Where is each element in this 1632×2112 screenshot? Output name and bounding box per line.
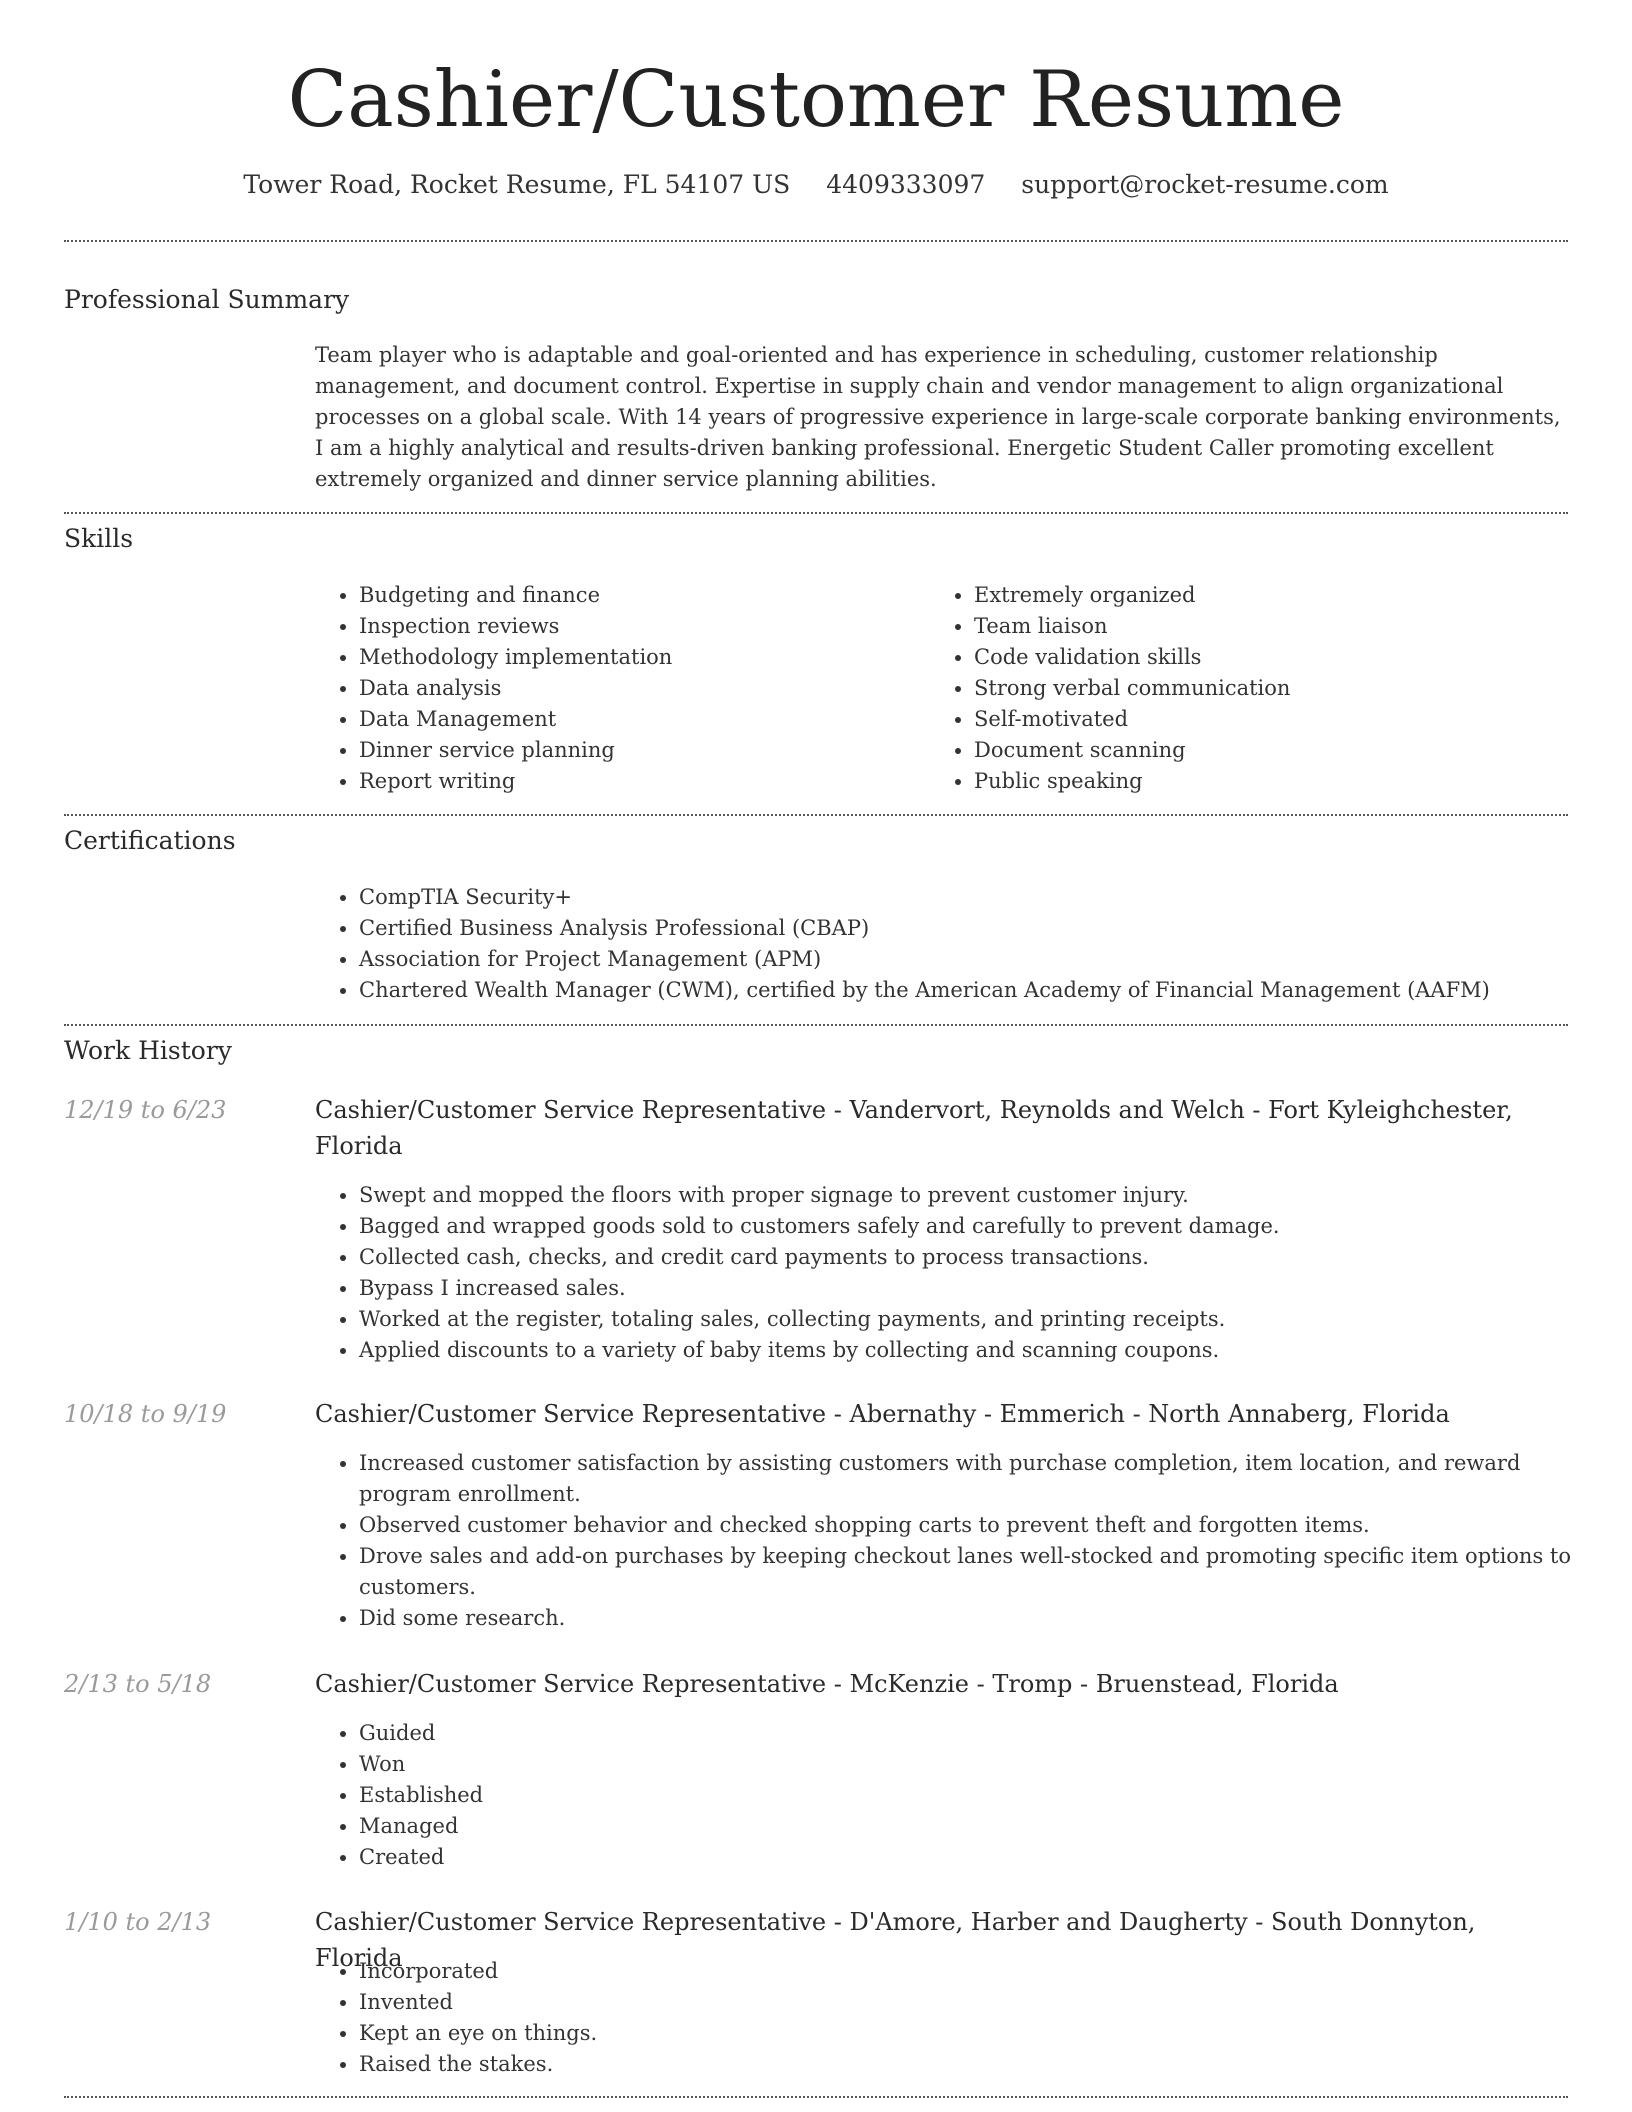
list-item: • Managed [359,1811,1609,1842]
list-item: • Won [359,1749,1609,1780]
section-title-skills: Skills [64,524,134,553]
list-item: • Swept and mopped the floors with proper signage to prevent customer injury. [359,1180,1609,1211]
divider [64,512,1568,514]
skills-list-right [930,580,1574,797]
certifications-list [315,882,1609,1006]
list-item: • Kept an eye on things. [359,2018,1609,2049]
contact-line [0,168,1632,202]
divider [64,240,1568,242]
job-dates: 10/18 to 9/19 [64,1400,227,1428]
list-item: • Drove sales and add-on purchases by keeping checkout lanes well-stocked and promoting specific item options to customers. [359,1541,1609,1603]
list-item: • Association for Project Management (APM) [359,944,1609,975]
contact-phone: 4409333097 [826,170,986,199]
list-item: • Observed customer behavior and checked shopping carts to prevent theft and forgotten items. [359,1510,1609,1541]
job-bullets [315,1180,1609,1366]
list-item: • Did some research. [359,1603,1609,1634]
list-item: • Data Management [359,704,919,735]
list-item: • Inspection reviews [359,611,919,642]
job-title: Cashier/Customer Service Representative - Abernathy - Emmerich - North Annaberg, Florida [315,1400,1450,1428]
section-title-summary: Professional Summary [64,285,350,314]
divider [64,2096,1568,2098]
list-item: • Self-motivated [974,704,1574,735]
list-item: • Increased customer satisfaction by assisting customers with purchase completion, item location, and reward program enrollment. [359,1448,1609,1510]
list-item: • Team liaison [974,611,1574,642]
job-bullets [315,1956,1609,2080]
list-item: • Report writing [359,766,919,797]
list-item: • Document scanning [974,735,1574,766]
list-item: • Raised the stakes. [359,2049,1609,2080]
job-title: Cashier/Customer Service Representative - D'Amore, Harber and Daugherty - South Donnyton, Florida [315,1908,1476,1972]
list-item: • Incorporated [359,1956,1609,1987]
divider [64,814,1568,816]
contact-address: Tower Road, Rocket Resume, FL 54107 US [243,170,791,199]
summary-text: Team player who is adaptable and goal-oriented and has experience in scheduling, customer relationship management, and document control. Expertise in supply chain and vendor management to align organizational processes on a global scale. With 14 years of progressive experience in large-scale corporate banking environments, I am a highly analytical and results-driven banking professional. Energetic Student Caller promoting excellent extremely organized and dinner service planning abilities. [315,343,1561,491]
list-item: • Bagged and wrapped goods sold to customers safely and carefully to prevent damage. [359,1211,1609,1242]
divider [64,1024,1568,1026]
contact-email: support@rocket-resume.com [1021,170,1389,199]
job-title: Cashier/Customer Service Representative - McKenzie - Tromp - Bruenstead, Florida [315,1670,1339,1698]
job-bullets [315,1448,1609,1634]
list-item: • Created [359,1842,1609,1873]
list-item: • Dinner service planning [359,735,919,766]
list-item: • Methodology implementation [359,642,919,673]
list-item: • Data analysis [359,673,919,704]
job-title: Cashier/Customer Service Representative - Vandervort, Reynolds and Welch - Fort Kyleighchester, Florida [315,1096,1513,1160]
list-item: • Bypass I increased sales. [359,1273,1609,1304]
list-item: • Established [359,1780,1609,1811]
section-title-work-history: Work History [64,1036,232,1065]
job-bullets [315,1718,1609,1873]
list-item: • Invented [359,1987,1609,2018]
list-item: • Guided [359,1718,1609,1749]
list-item: • Strong verbal communication [974,673,1574,704]
list-item: • Certified Business Analysis Professional (CBAP) [359,913,1609,944]
list-item: • Worked at the register, totaling sales, collecting payments, and printing receipts. [359,1304,1609,1335]
job-dates: 2/13 to 5/18 [64,1670,212,1698]
skills-list-left [315,580,919,797]
resume-name: Cashier/Customer Resume [287,55,1345,145]
job-dates: 12/19 to 6/23 [64,1096,227,1124]
list-item: • Applied discounts to a variety of baby items by collecting and scanning coupons. [359,1335,1609,1366]
list-item: • Collected cash, checks, and credit card payments to process transactions. [359,1242,1609,1273]
list-item: • CompTIA Security+ [359,882,1609,913]
list-item: • Chartered Wealth Manager (CWM), certified by the American Academy of Financial Management (AAFM) [359,975,1609,1006]
list-item: • Code validation skills [974,642,1574,673]
job-dates: 1/10 to 2/13 [64,1908,212,1936]
section-title-certifications: Certifications [64,826,236,855]
list-item: • Extremely organized [974,580,1574,611]
list-item: • Budgeting and finance [359,580,919,611]
list-item: • Public speaking [974,766,1574,797]
